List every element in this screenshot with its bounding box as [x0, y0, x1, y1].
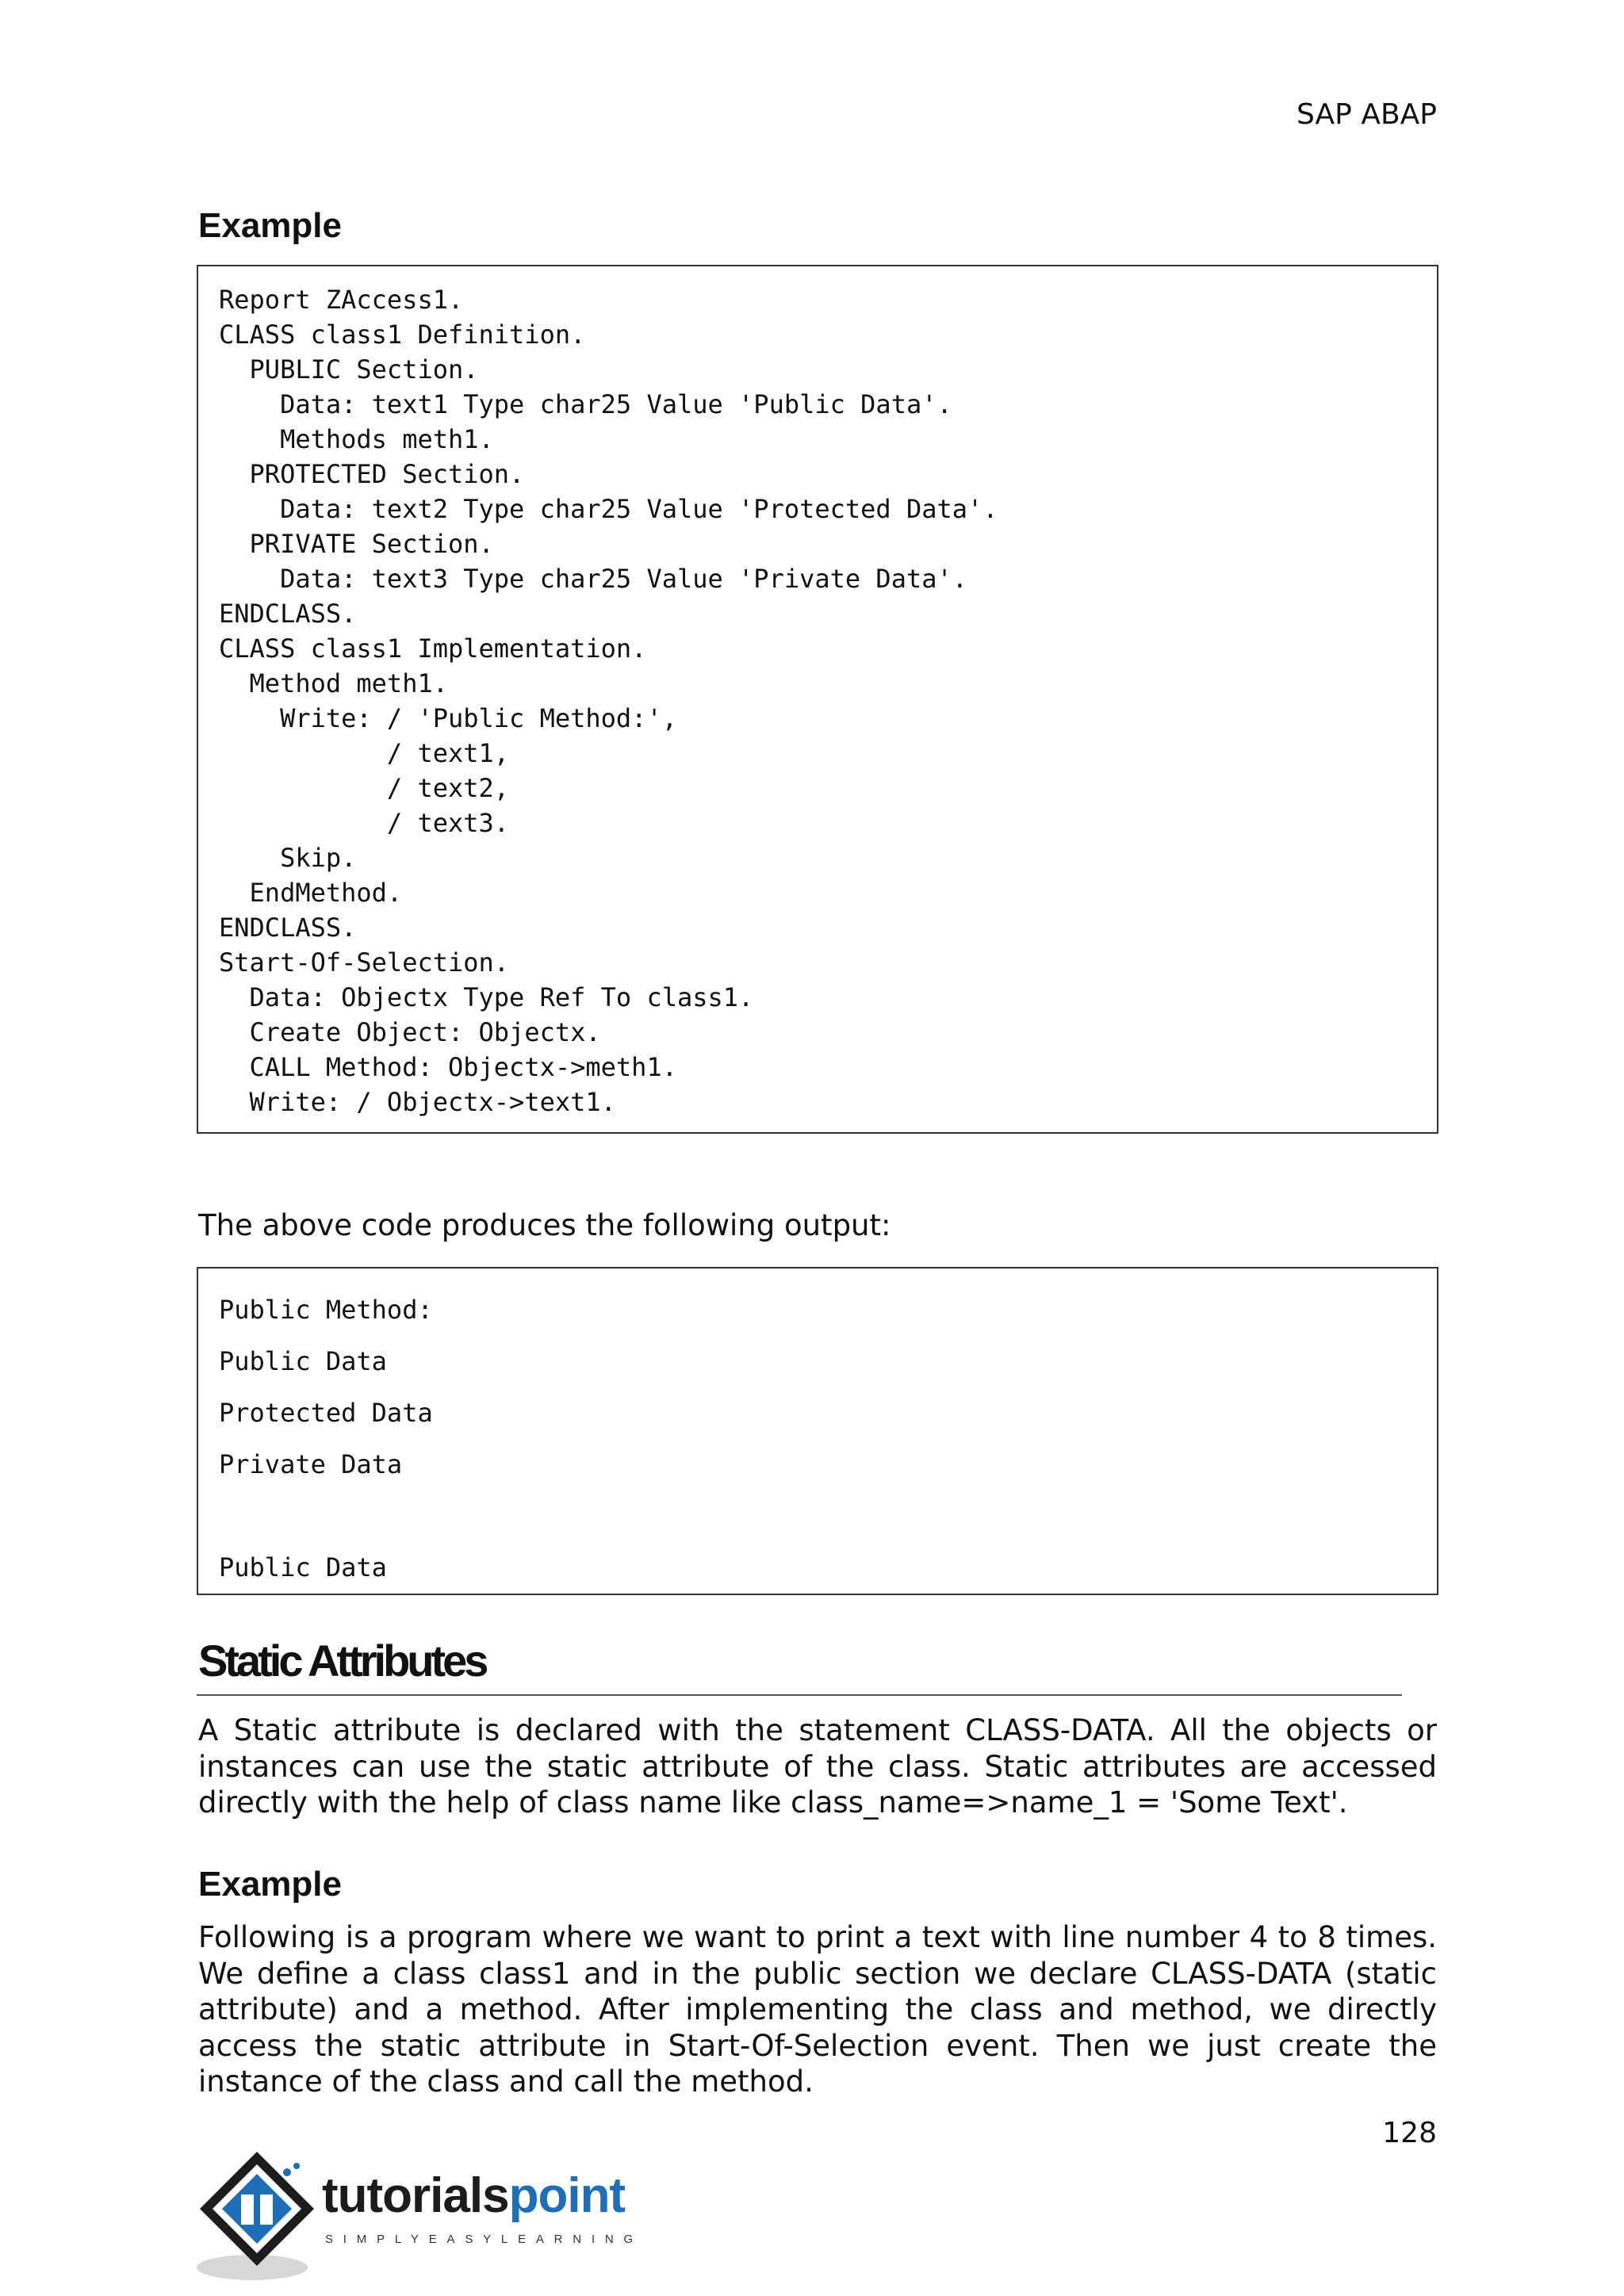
code-line: Data: text2 Type char25 Value 'Protected Data'. — [219, 494, 998, 524]
output-line: Protected Data — [219, 1398, 433, 1428]
logo-emblem-icon — [195, 2149, 322, 2283]
code-block — [197, 265, 1438, 1134]
code-line: Methods meth1. — [219, 424, 494, 454]
code-line: PUBLIC Section. — [219, 354, 479, 385]
output-line: Public Data — [219, 1346, 387, 1376]
code-line: Data: text3 Type char25 Value 'Private Data'. — [219, 564, 968, 594]
code-line: Start-Of-Selection. — [219, 947, 510, 978]
code-line: Create Object: Objectx. — [219, 1017, 601, 1047]
logo-tagline: SIMPLYEASYLEARNING — [325, 2233, 644, 2246]
running-header: SAP ABAP — [1297, 98, 1437, 131]
code-line: / text3. — [219, 808, 510, 838]
code-line: ENDCLASS. — [219, 599, 357, 629]
output-line — [219, 1490, 1437, 1542]
code-line: / text1, — [219, 738, 510, 768]
code-line: ENDCLASS. — [219, 913, 357, 943]
example-heading: Example — [198, 206, 342, 245]
example-paragraph: Following is a program where we want to print a text with line number 4 to 8 times. We define a class class1 and in the public section we declare CLASS-DATA (static attribute) and a method. After implementing the class and method, we directly access the static attribute in Start-Of-Selection event. Then we just create the instance of the class and call the method. — [198, 1920, 1437, 2099]
code-line: PROTECTED Section. — [219, 459, 525, 489]
code-line: CLASS class1 Definition. — [219, 320, 586, 350]
example-heading-2: Example — [198, 1865, 342, 1904]
heading-rule — [197, 1694, 1402, 1696]
section-heading: Static Attributes — [198, 1636, 486, 1686]
output-line: Public Data — [219, 1552, 387, 1582]
code-line: CALL Method: Objectx->meth1. — [219, 1052, 677, 1082]
code-line: Skip. — [219, 843, 357, 873]
code-line: EndMethod. — [219, 878, 403, 908]
output-block — [197, 1267, 1438, 1595]
code-line: Write: / Objectx->text1. — [219, 1087, 616, 1117]
output-line: Private Data — [219, 1449, 403, 1479]
static-paragraph: A Static attribute is declared with the statement CLASS-DATA. All the objects or instances can use the static attribute of the class. Static attributes are accessed directly with the help of class name like class_name=>name_1 = 'Some Text'. — [198, 1713, 1437, 1820]
code-line: Data: text1 Type char25 Value 'Public Data'. — [219, 389, 952, 419]
tutorialspoint-logo — [195, 2149, 644, 2283]
code-line: Report ZAccess1. — [219, 285, 464, 315]
code-line: PRIVATE Section. — [219, 529, 494, 559]
code-line: Data: Objectx Type Ref To class1. — [219, 982, 754, 1012]
logo-wordmark: tutorialspoint — [322, 2168, 626, 2223]
page-number: 128 — [1382, 2117, 1437, 2149]
output-line: Public Method: — [219, 1295, 433, 1325]
code-line: CLASS class1 Implementation. — [219, 633, 647, 664]
output-intro: The above code produces the following output: — [198, 1208, 891, 1242]
code-line: Write: / 'Public Method:', — [219, 703, 677, 733]
code-line: / text2, — [219, 773, 510, 803]
code-line: Method meth1. — [219, 668, 448, 698]
